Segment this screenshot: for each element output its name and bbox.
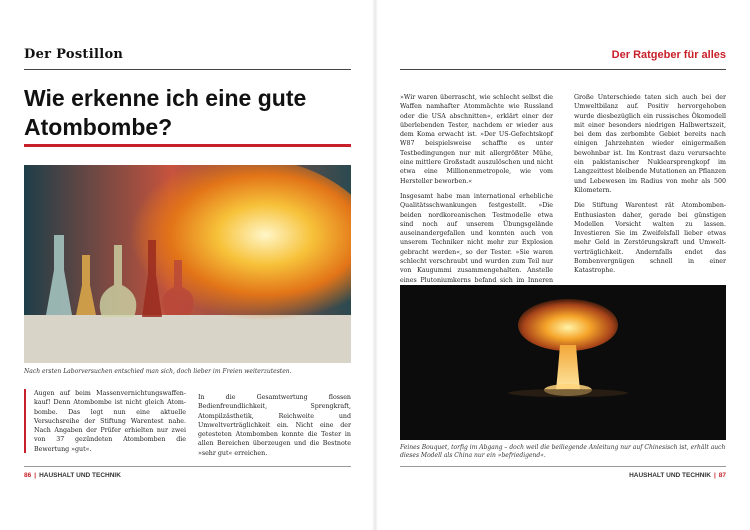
article-title: Wie erkenne ich eine gute Atombombe? — [24, 85, 307, 140]
paragraph: »Wir waren überrascht, wie schlecht selbst die Waffen namhafter Atommächte wie Russland oder die USA abschnitten«, erklärt einer der überlebenden Tester, nachdem er wieder aus dem Koma erwacht ist. »Der US-Gefechtskopf W87 beispielsweise schaffte es unter Testbedingungen nur mit allergrößter Mühe, eine mittlere Großstadt auszulöschen und nicht etwa eine Millionenmetropole, wie vom Hersteller beworben.« — [400, 94, 553, 185]
body-column-3 — [400, 93, 553, 310]
body-column-1: Augen auf beim Massenvernichtungswaffenkauf! Denn Atombombe ist nicht gleich Atombombe. Das legt nun eine aktuelle Versuchsreihe der Stiftung Warentest nahe. Nach Angaben der Prüfer erhielten nur zwei von 37 gezündeten Atombomben die Bewertung »gut«. — [34, 390, 186, 453]
paragraph: Insgesamt habe man international erhebliche Qualitätsschwankungen festgestellt. »Die beiden nordkoreanischen Testmodelle etwa sind noch auf unserem Übungsgelände auseinandergefallen und konnten auch von unserem Techniker nicht mehr zur Explosion gebracht werden«, so der Tester. »Sie waren schlecht verschraubt und wurden zum Teil nur von Kaugummi zusammengehalten. Anstelle eines Plutoniumkerns befand sich im Inneren — [400, 192, 553, 284]
bomb-photo-caption: Feines Bouquet, torfig im Abgang – doch weil die beiliegende Anleitung nur auf Chinesisch ist, erhält auch dieses Modell als China nur ein »befriedigend«. — [400, 444, 726, 459]
section-label: HAUSHALT UND TECHNIK — [39, 472, 121, 479]
mushroom-cloud-photo — [400, 285, 726, 440]
paragraph: Große Unterschiede taten sich auch bei der Umweltbilanz auf. Positiv hervorgehoben wurde diesbezüglich ein russisches Ökomodell mit einer besonders niedrigen Halbwertszeit, bei dem das zerbombte Gebiet bereits nach einigen Jahrzehnten wieder einigermaßen bewohnbar ist. Im Kontrast dazu verursachte ein pakistanischer Nuklearsprengkopf im Langzeittest bleibende Mutationen an Pflanzen und Lebewesen im Radius von mehr als 500 Kilometern. — [574, 94, 726, 194]
masthead-logo: Der Postillon — [24, 47, 124, 62]
lab-photo-caption: Nach ersten Laborversuchen entschied man sich, doch lieber im Freien weiterzutesten. — [24, 368, 292, 375]
header-rule — [400, 69, 726, 70]
header-rule — [24, 69, 351, 70]
section-header: Der Ratgeber für alles — [611, 49, 726, 61]
right-page — [375, 0, 750, 530]
lab-fire-illustration — [24, 165, 351, 363]
body-column-4 — [574, 93, 726, 282]
footer-rule — [400, 466, 726, 467]
page-number: 86 — [24, 472, 32, 479]
page-number: 87 — [718, 472, 726, 479]
section-label: HAUSHALT UND TECHNIK — [629, 472, 711, 479]
lab-fire-photo — [24, 165, 351, 363]
lead-accent-bar — [24, 389, 26, 453]
page-footer: HAUSHALT UND TECHNIK | 87 — [629, 472, 726, 479]
body-column-2: In die Gesamtwertung flossen Bedienfreundlichkeit, Sprengkraft, Atompilzästhetik, Reichweite und Umweltverträglichkeit ein. Nicht eine der getesteten Atombomben konnte die Tester in allen Bereichen überzeugen und die Bestnote »sehr gut« erreichen. — [198, 394, 351, 457]
page-footer: 86 | HAUSHALT UND TECHNIK — [24, 472, 121, 479]
title-underline — [24, 144, 351, 147]
paragraph: Die Stiftung Warentest rät Atombomben-Enthusiasten daher, gerade bei günstigen Modellen Vorsicht walten zu lassen. Investieren Sie im Zweifelsfall lieber etwas mehr Geld in Zerstörungskraft und Umweltverträglichkeit. Andernfalls endet das Bombenvergnügen schnell in einer Katastrophe. — [574, 202, 726, 275]
footer-rule — [24, 466, 351, 467]
mushroom-cloud-illustration — [400, 285, 726, 440]
